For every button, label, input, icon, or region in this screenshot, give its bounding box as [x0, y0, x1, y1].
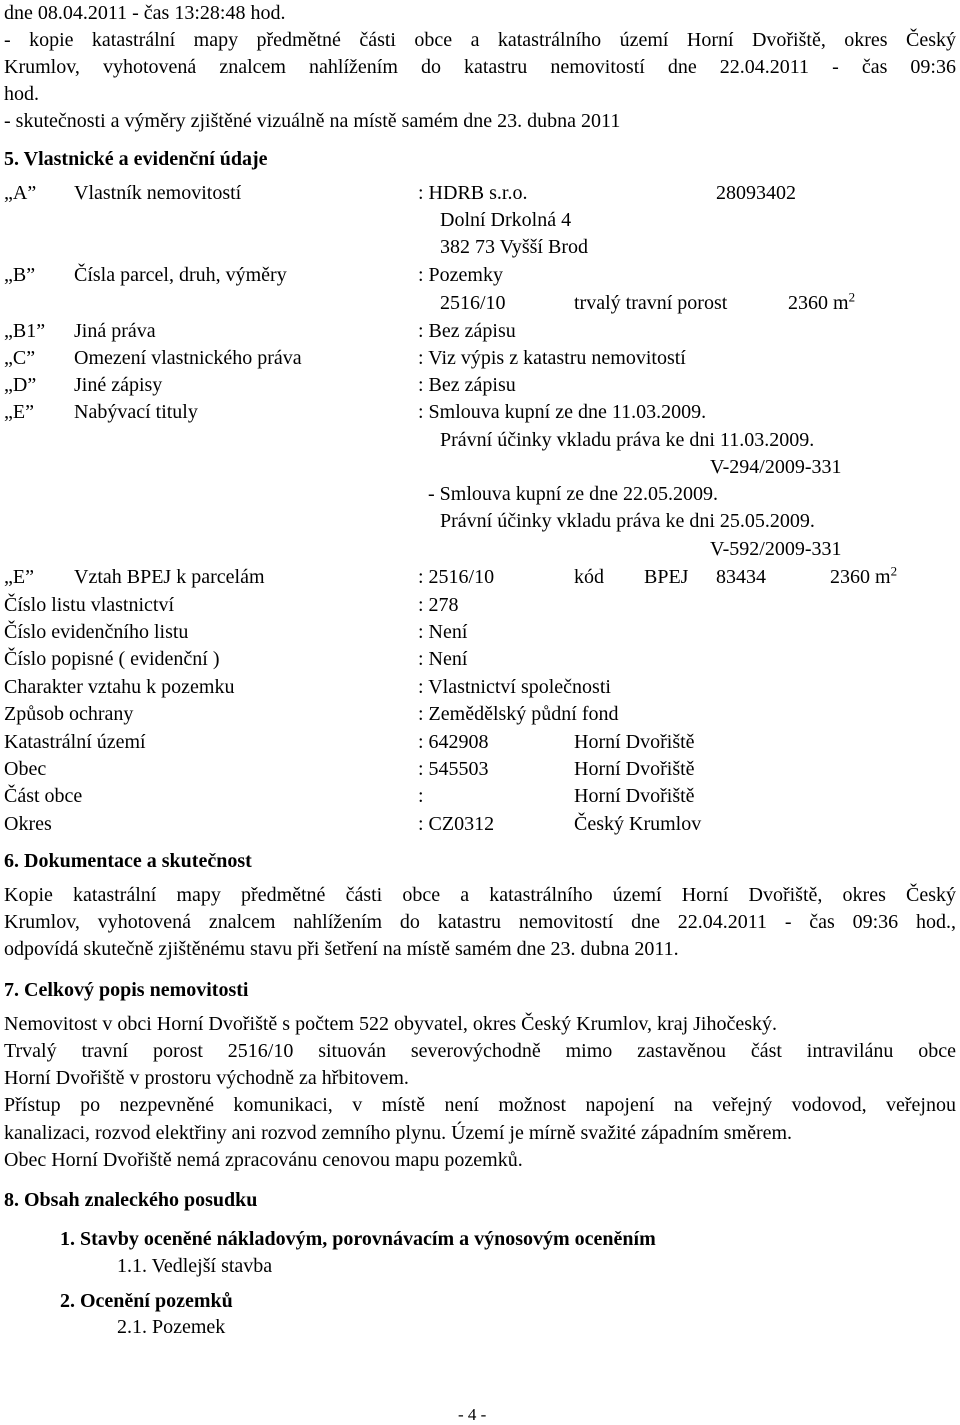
row-e2-parcel: : 2516/10: [418, 566, 495, 588]
row-b-parcel: 2516/10: [440, 292, 506, 314]
row-d-code: „D”: [4, 374, 37, 396]
row-ku-label: Katastrální území: [4, 731, 146, 753]
section-6-line-2: Krumlov, vyhotovená znalcem nahlížením do katastru nemovitostí dne 22.04.2011 - čas 09:36 hod.,: [4, 911, 956, 933]
section-7-line-6: Obec Horní Dvořiště nemá zpracovánu cenovou mapu pozemků.: [4, 1149, 523, 1171]
section-7-line-3: Horní Dvořiště v prostoru východně za hřbitovem.: [4, 1067, 409, 1089]
row-obec-value: : 545503: [418, 758, 489, 780]
section-7-line-1: Nemovitost v obci Horní Dvořiště s počtem 522 obyvatel, okres Český Krumlov, kraj Jihočeský.: [4, 1013, 778, 1035]
section-8-heading: 8. Obsah znaleckého posudku: [4, 1189, 258, 1211]
section-6-line-1: Kopie katastrální mapy předmětné části obce a katastrálního území Horní Dvořiště, okres Český: [4, 884, 956, 906]
row-e-value-6: V-592/2009-331: [710, 538, 842, 560]
row-a-address-1: Dolní Drkolná 4: [440, 209, 572, 231]
intro-line-3: Krumlov, vyhotovená znalcem nahlížením do katastru nemovitostí dne 22.04.2011 - čas 09:36: [4, 56, 956, 78]
section-6-line-3: odpovídá skutečně zjištěnému stavu při šetření na místě samém dne 23. dubna 2011.: [4, 938, 679, 960]
row-e2-label: Vztah BPEJ k parcelám: [74, 566, 265, 588]
section-7-line-4: Přístup po nezpevněné komunikaci, v místě není možnost napojení na veřejný vodovod, veřejnou: [4, 1094, 956, 1116]
row-cp-value: : Není: [418, 648, 468, 670]
section-8-item-1-1: 1.1. Vedlejší stavba: [117, 1255, 273, 1277]
section-8-item-2: 2. Ocenění pozemků: [60, 1290, 233, 1312]
row-b-value: : Pozemky: [418, 264, 503, 286]
row-a-label: Vlastník nemovitostí: [74, 182, 242, 204]
row-obec-label: Obec: [4, 758, 47, 780]
row-b-kind: trvalý travní porost: [574, 292, 728, 314]
row-e2-area-exponent: 2: [890, 563, 898, 579]
section-7-line-2: Trvalý travní porost 2516/10 situován severovýchodně mimo zastavěnou část intravilánu obce: [4, 1040, 956, 1062]
row-b1-code: „B1”: [4, 320, 46, 342]
row-e-value-4: - Smlouva kupní ze dne 22.05.2009.: [428, 483, 718, 505]
section-7-heading: 7. Celkový popis nemovitosti: [4, 979, 249, 1001]
row-b-code: „B”: [4, 264, 36, 286]
row-okres-name: Český Krumlov: [574, 813, 702, 835]
row-e2-bpej: BPEJ: [644, 566, 689, 588]
row-ku-value: : 642908: [418, 731, 489, 753]
row-e-label: Nabývací tituly: [74, 401, 198, 423]
row-e2-number: 83434: [716, 566, 766, 588]
row-okres-value: : CZ0312: [418, 813, 495, 835]
row-e-value-5: Právní účinky vkladu práva ke dni 25.05.2009.: [440, 510, 815, 532]
row-e-value-3: V-294/2009-331: [710, 456, 842, 478]
row-obec-name: Horní Dvořiště: [574, 758, 695, 780]
row-ku-name: Horní Dvořiště: [574, 731, 695, 753]
row-e2-code: „E”: [4, 566, 34, 588]
row-c-value: : Viz výpis z katastru nemovitostí: [418, 347, 686, 369]
row-b-area-exponent: 2: [848, 289, 856, 305]
section-8-item-2-1: 2.1. Pozemek: [117, 1316, 226, 1338]
page-number: - 4 -: [458, 1405, 487, 1424]
row-a-ico: 28093402: [716, 182, 796, 204]
section-6-heading: 6. Dokumentace a skutečnost: [4, 850, 252, 872]
row-cast-obce-name: Horní Dvořiště: [574, 785, 695, 807]
row-e2-kod: kód: [574, 566, 604, 588]
row-c-label: Omezení vlastnického práva: [74, 347, 302, 369]
row-b-area-value: 2360 m: [788, 292, 849, 314]
row-e2-area: [830, 564, 897, 591]
row-d-value: : Bez zápisu: [418, 374, 516, 396]
row-a-address-2: 382 73 Vyšší Brod: [440, 236, 588, 258]
row-a-value: : HDRB s.r.o.: [418, 182, 528, 204]
row-b1-label: Jiná práva: [74, 320, 156, 342]
row-e-code: „E”: [4, 401, 34, 423]
row-c-code: „C”: [4, 347, 36, 369]
row-cast-obce-label: Část obce: [4, 785, 83, 807]
intro-line-5: - skutečnosti a výměry zjištěné vizuálně na místě samém dne 23. dubna 2011: [4, 110, 621, 132]
row-b1-value: : Bez zápisu: [418, 320, 516, 342]
row-okres-label: Okres: [4, 813, 52, 835]
section-5-heading: 5. Vlastnické a evidenční údaje: [4, 148, 268, 170]
row-cast-obce-value: :: [418, 785, 424, 807]
row-e-value-2: Právní účinky vkladu práva ke dni 11.03.2009.: [440, 429, 815, 451]
row-el-label: Číslo evidenčního listu: [4, 621, 189, 643]
row-ochrana-label: Způsob ochrany: [4, 703, 134, 725]
row-cp-label: Číslo popisné ( evidenční ): [4, 648, 220, 670]
section-7-line-5: kanalizaci, rozvod elektřiny ani rozvod zemního plynu. Území je mírně svažité západním směrem.: [4, 1122, 793, 1144]
row-el-value: : Není: [418, 621, 468, 643]
intro-line-2: - kopie katastrální mapy předmětné části obce a katastrálního území Horní Dvořiště, okres Český: [4, 29, 956, 51]
row-b-label: Čísla parcel, druh, výměry: [74, 264, 287, 286]
row-charakter-value: : Vlastnictví společnosti: [418, 676, 611, 698]
row-b-area: [788, 290, 855, 317]
row-ochrana-value: : Zemědělský půdní fond: [418, 703, 619, 725]
intro-line-4: hod.: [4, 83, 39, 105]
row-e-value-1: : Smlouva kupní ze dne 11.03.2009.: [418, 401, 707, 423]
row-d-label: Jiné zápisy: [74, 374, 163, 396]
row-charakter-label: Charakter vztahu k pozemku: [4, 676, 235, 698]
row-lv-value: : 278: [418, 594, 459, 616]
row-e2-area-value: 2360 m: [830, 566, 891, 588]
section-8-item-1: 1. Stavby oceněné nákladovým, porovnávacím a výnosovým oceněním: [60, 1228, 656, 1250]
row-lv-label: Číslo listu vlastnictví: [4, 594, 175, 616]
row-a-code: „A”: [4, 182, 37, 204]
intro-line-1: dne 08.04.2011 - čas 13:28:48 hod.: [4, 2, 286, 24]
